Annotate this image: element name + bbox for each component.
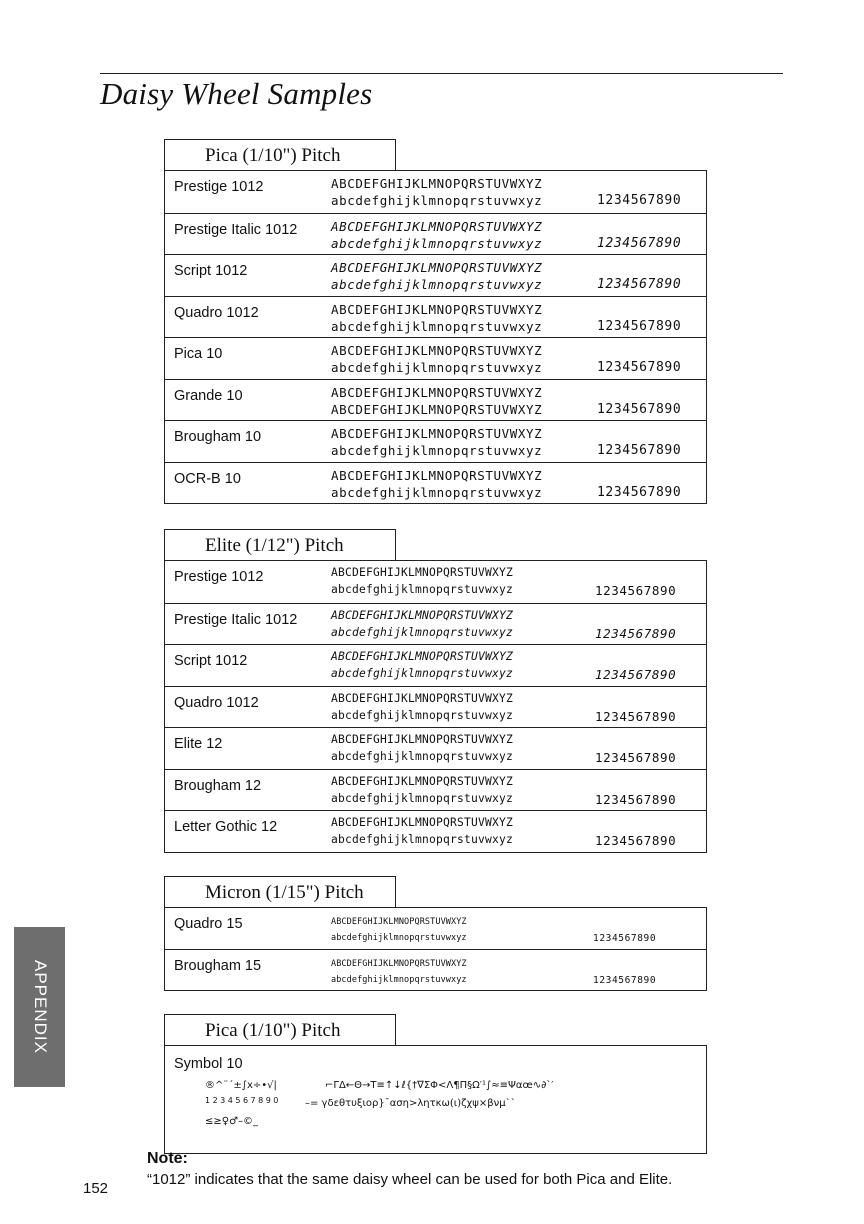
symbol-label: Symbol 10 xyxy=(174,1056,243,1072)
lowercase-sample: abcdefghijklmnopqrstuvwxyz xyxy=(331,443,543,458)
number-sample: 1234567890 xyxy=(595,833,677,848)
page-number: 152 xyxy=(83,1180,109,1197)
font-name-label: Letter Gothic 12 xyxy=(174,819,278,835)
number-sample: 1234567890 xyxy=(597,360,682,375)
number-sample: 1234567890 xyxy=(595,791,677,807)
uppercase-sample: ABCDEFGHIJKLMNOPQRSTUVWXYZ xyxy=(331,774,514,788)
table-row xyxy=(165,337,706,379)
number-sample: 1234567890 xyxy=(597,193,682,208)
font-name-label: OCR-B 10 xyxy=(174,470,241,487)
number-sample: 1234567890 xyxy=(595,625,677,641)
font-name-label: Grande 10 xyxy=(174,387,243,404)
lowercase-sample: abcdefghijklmnopqrstuvwxyz xyxy=(331,193,543,208)
table-row xyxy=(165,561,706,603)
appendix-side-tab xyxy=(14,927,65,1087)
table-row xyxy=(165,769,706,811)
symbol-section-header xyxy=(164,1014,396,1045)
micron-samples-table xyxy=(164,907,707,991)
lowercase-sample: abcdefghijklmnopqrstuvwxyz xyxy=(331,975,467,985)
lowercase-sample: abcdefghijklmnopqrstuvwxyz xyxy=(331,360,543,375)
font-name-label: Prestige Italic 1012 xyxy=(174,221,298,238)
uppercase-sample: ABCDEFGHIJKLMNOPQRSTUVWXYZ xyxy=(331,608,514,622)
table-row xyxy=(165,908,706,949)
lowercase-sample: abcdefghijklmnopqrstuvwxyz xyxy=(331,750,514,763)
symbol-line3: ≤≥♀♂–©_ xyxy=(205,1116,259,1127)
uppercase-sample: ABCDEFGHIJKLMNOPQRSTUVWXYZ xyxy=(331,816,514,829)
symbol-samples-table xyxy=(164,1045,707,1154)
lowercase-sample: abcdefghijklmnopqrstuvwxyz xyxy=(331,833,514,846)
table-row xyxy=(165,462,706,504)
number-sample: 1234567890 xyxy=(597,401,682,417)
top-rule xyxy=(100,73,783,74)
table-row xyxy=(165,254,706,296)
number-sample: 1234567890 xyxy=(595,667,677,682)
lowercase-sample: abcdefghijklmnopqrstuvwxyz xyxy=(331,484,543,500)
font-name-label: Quadro 1012 xyxy=(174,304,259,321)
font-name-label: Script 1012 xyxy=(174,653,248,669)
elite-samples-table xyxy=(164,560,707,853)
uppercase-sample: ABCDEFGHIJKLMNOPQRSTUVWXYZ xyxy=(331,467,543,483)
number-sample: 1234567890 xyxy=(597,443,682,458)
table-row xyxy=(165,296,706,338)
uppercase-sample: ABCDEFGHIJKLMNOPQRSTUVWXYZ xyxy=(331,176,543,191)
font-name-label: Pica 10 xyxy=(174,346,223,362)
elite-section-title: Elite (1/12") Pitch xyxy=(205,535,344,556)
pica-section-header xyxy=(164,139,396,170)
lowercase-sample: ABCDEFGHIJKLMNOPQRSTUVWXYZ xyxy=(331,401,543,417)
font-name-label: Brougham 15 xyxy=(174,958,262,974)
micron-section-header xyxy=(164,876,396,907)
number-sample: 1234567890 xyxy=(595,750,677,765)
page-title: Daisy Wheel Samples xyxy=(100,76,373,111)
font-name-label: Elite 12 xyxy=(174,736,223,752)
font-name-label: Prestige Italic 1012 xyxy=(174,611,298,628)
lowercase-sample: abcdefghijklmnopqrstuvwxyz xyxy=(331,235,543,251)
font-name-label: Prestige 1012 xyxy=(174,569,264,585)
number-sample: 1234567890 xyxy=(597,318,682,334)
table-row xyxy=(165,213,706,255)
symbol-section-title: Pica (1/10") Pitch xyxy=(205,1020,341,1041)
symbol-line1-left: ®^¨´±∫x÷•√| xyxy=(205,1080,277,1091)
table-row xyxy=(165,171,706,213)
side-tab-label: APPENDIX xyxy=(30,960,50,1054)
uppercase-sample: ABCDEFGHIJKLMNOPQRSTUVWXYZ xyxy=(331,917,467,927)
font-name-label: Quadro 1012 xyxy=(174,694,259,711)
symbol-line2-left: 1234567890 xyxy=(205,1096,281,1105)
pica-section-title: Pica (1/10") Pitch xyxy=(205,145,341,166)
lowercase-sample: abcdefghijklmnopqrstuvwxyz xyxy=(331,708,514,722)
table-row xyxy=(165,810,706,852)
table-row xyxy=(165,949,706,990)
uppercase-sample: ABCDEFGHIJKLMNOPQRSTUVWXYZ xyxy=(331,384,543,400)
elite-section-header xyxy=(164,529,396,560)
micron-section-title: Micron (1/15") Pitch xyxy=(205,882,364,903)
note-heading: Note: xyxy=(147,1150,188,1167)
uppercase-sample: ABCDEFGHIJKLMNOPQRSTUVWXYZ xyxy=(331,566,514,579)
uppercase-sample: ABCDEFGHIJKLMNOPQRSTUVWXYZ xyxy=(331,218,543,234)
lowercase-sample: abcdefghijklmnopqrstuvwxyz xyxy=(331,277,543,292)
table-row xyxy=(165,644,706,686)
table-row xyxy=(165,420,706,462)
lowercase-sample: abcdefghijklmnopqrstuvwxyz xyxy=(331,318,543,334)
table-row xyxy=(165,727,706,769)
number-sample: 1234567890 xyxy=(595,708,677,724)
table-row xyxy=(165,379,706,421)
number-sample: 1234567890 xyxy=(597,277,682,292)
lowercase-sample: abcdefghijklmnopqrstuvwxyz xyxy=(331,625,514,639)
table-row xyxy=(165,603,706,645)
uppercase-sample: ABCDEFGHIJKLMNOPQRSTUVWXYZ xyxy=(331,691,514,705)
lowercase-sample: abcdefghijklmnopqrstuvwxyz xyxy=(331,583,514,596)
font-name-label: Prestige 1012 xyxy=(174,179,264,195)
symbol-line1-right: ⌐ΓΔ←Θ→T≡↑↓ℓ{†∇ΣΦ<Λ¶Π§Ω′¹∫≈≡Ψαœ∿∂`′ xyxy=(325,1080,554,1091)
uppercase-sample: ABCDEFGHIJKLMNOPQRSTUVWXYZ xyxy=(331,260,543,275)
number-sample: 1234567890 xyxy=(597,484,682,500)
uppercase-sample: ABCDEFGHIJKLMNOPQRSTUVWXYZ xyxy=(331,650,514,663)
table-row xyxy=(165,686,706,728)
uppercase-sample: ABCDEFGHIJKLMNOPQRSTUVWXYZ xyxy=(331,733,514,746)
font-name-label: Brougham 10 xyxy=(174,429,262,445)
font-name-label: Script 1012 xyxy=(174,263,248,279)
font-name-label: Brougham 12 xyxy=(174,777,262,794)
font-name-label: Quadro 15 xyxy=(174,916,243,932)
number-sample: 1234567890 xyxy=(593,975,657,986)
number-sample: 1234567890 xyxy=(595,583,677,598)
note-text: “1012” indicates that the same daisy wheel can be used for both Pica and Elite. xyxy=(147,1171,673,1188)
uppercase-sample: ABCDEFGHIJKLMNOPQRSTUVWXYZ xyxy=(331,343,543,358)
lowercase-sample: abcdefghijklmnopqrstuvwxyz xyxy=(331,933,467,943)
uppercase-sample: ABCDEFGHIJKLMNOPQRSTUVWXYZ xyxy=(331,426,543,441)
symbol-line2-right: –= γδεθτυξιορ}¯αση>λητκω(ι)ζχψ×βνμ`` xyxy=(305,1098,516,1109)
number-sample: 1234567890 xyxy=(597,235,682,251)
uppercase-sample: ABCDEFGHIJKLMNOPQRSTUVWXYZ xyxy=(331,301,543,317)
lowercase-sample: abcdefghijklmnopqrstuvwxyz xyxy=(331,791,514,805)
lowercase-sample: abcdefghijklmnopqrstuvwxyz xyxy=(331,667,514,680)
pica-samples-table xyxy=(164,170,707,504)
uppercase-sample: ABCDEFGHIJKLMNOPQRSTUVWXYZ xyxy=(331,959,467,969)
number-sample: 1234567890 xyxy=(593,933,657,944)
